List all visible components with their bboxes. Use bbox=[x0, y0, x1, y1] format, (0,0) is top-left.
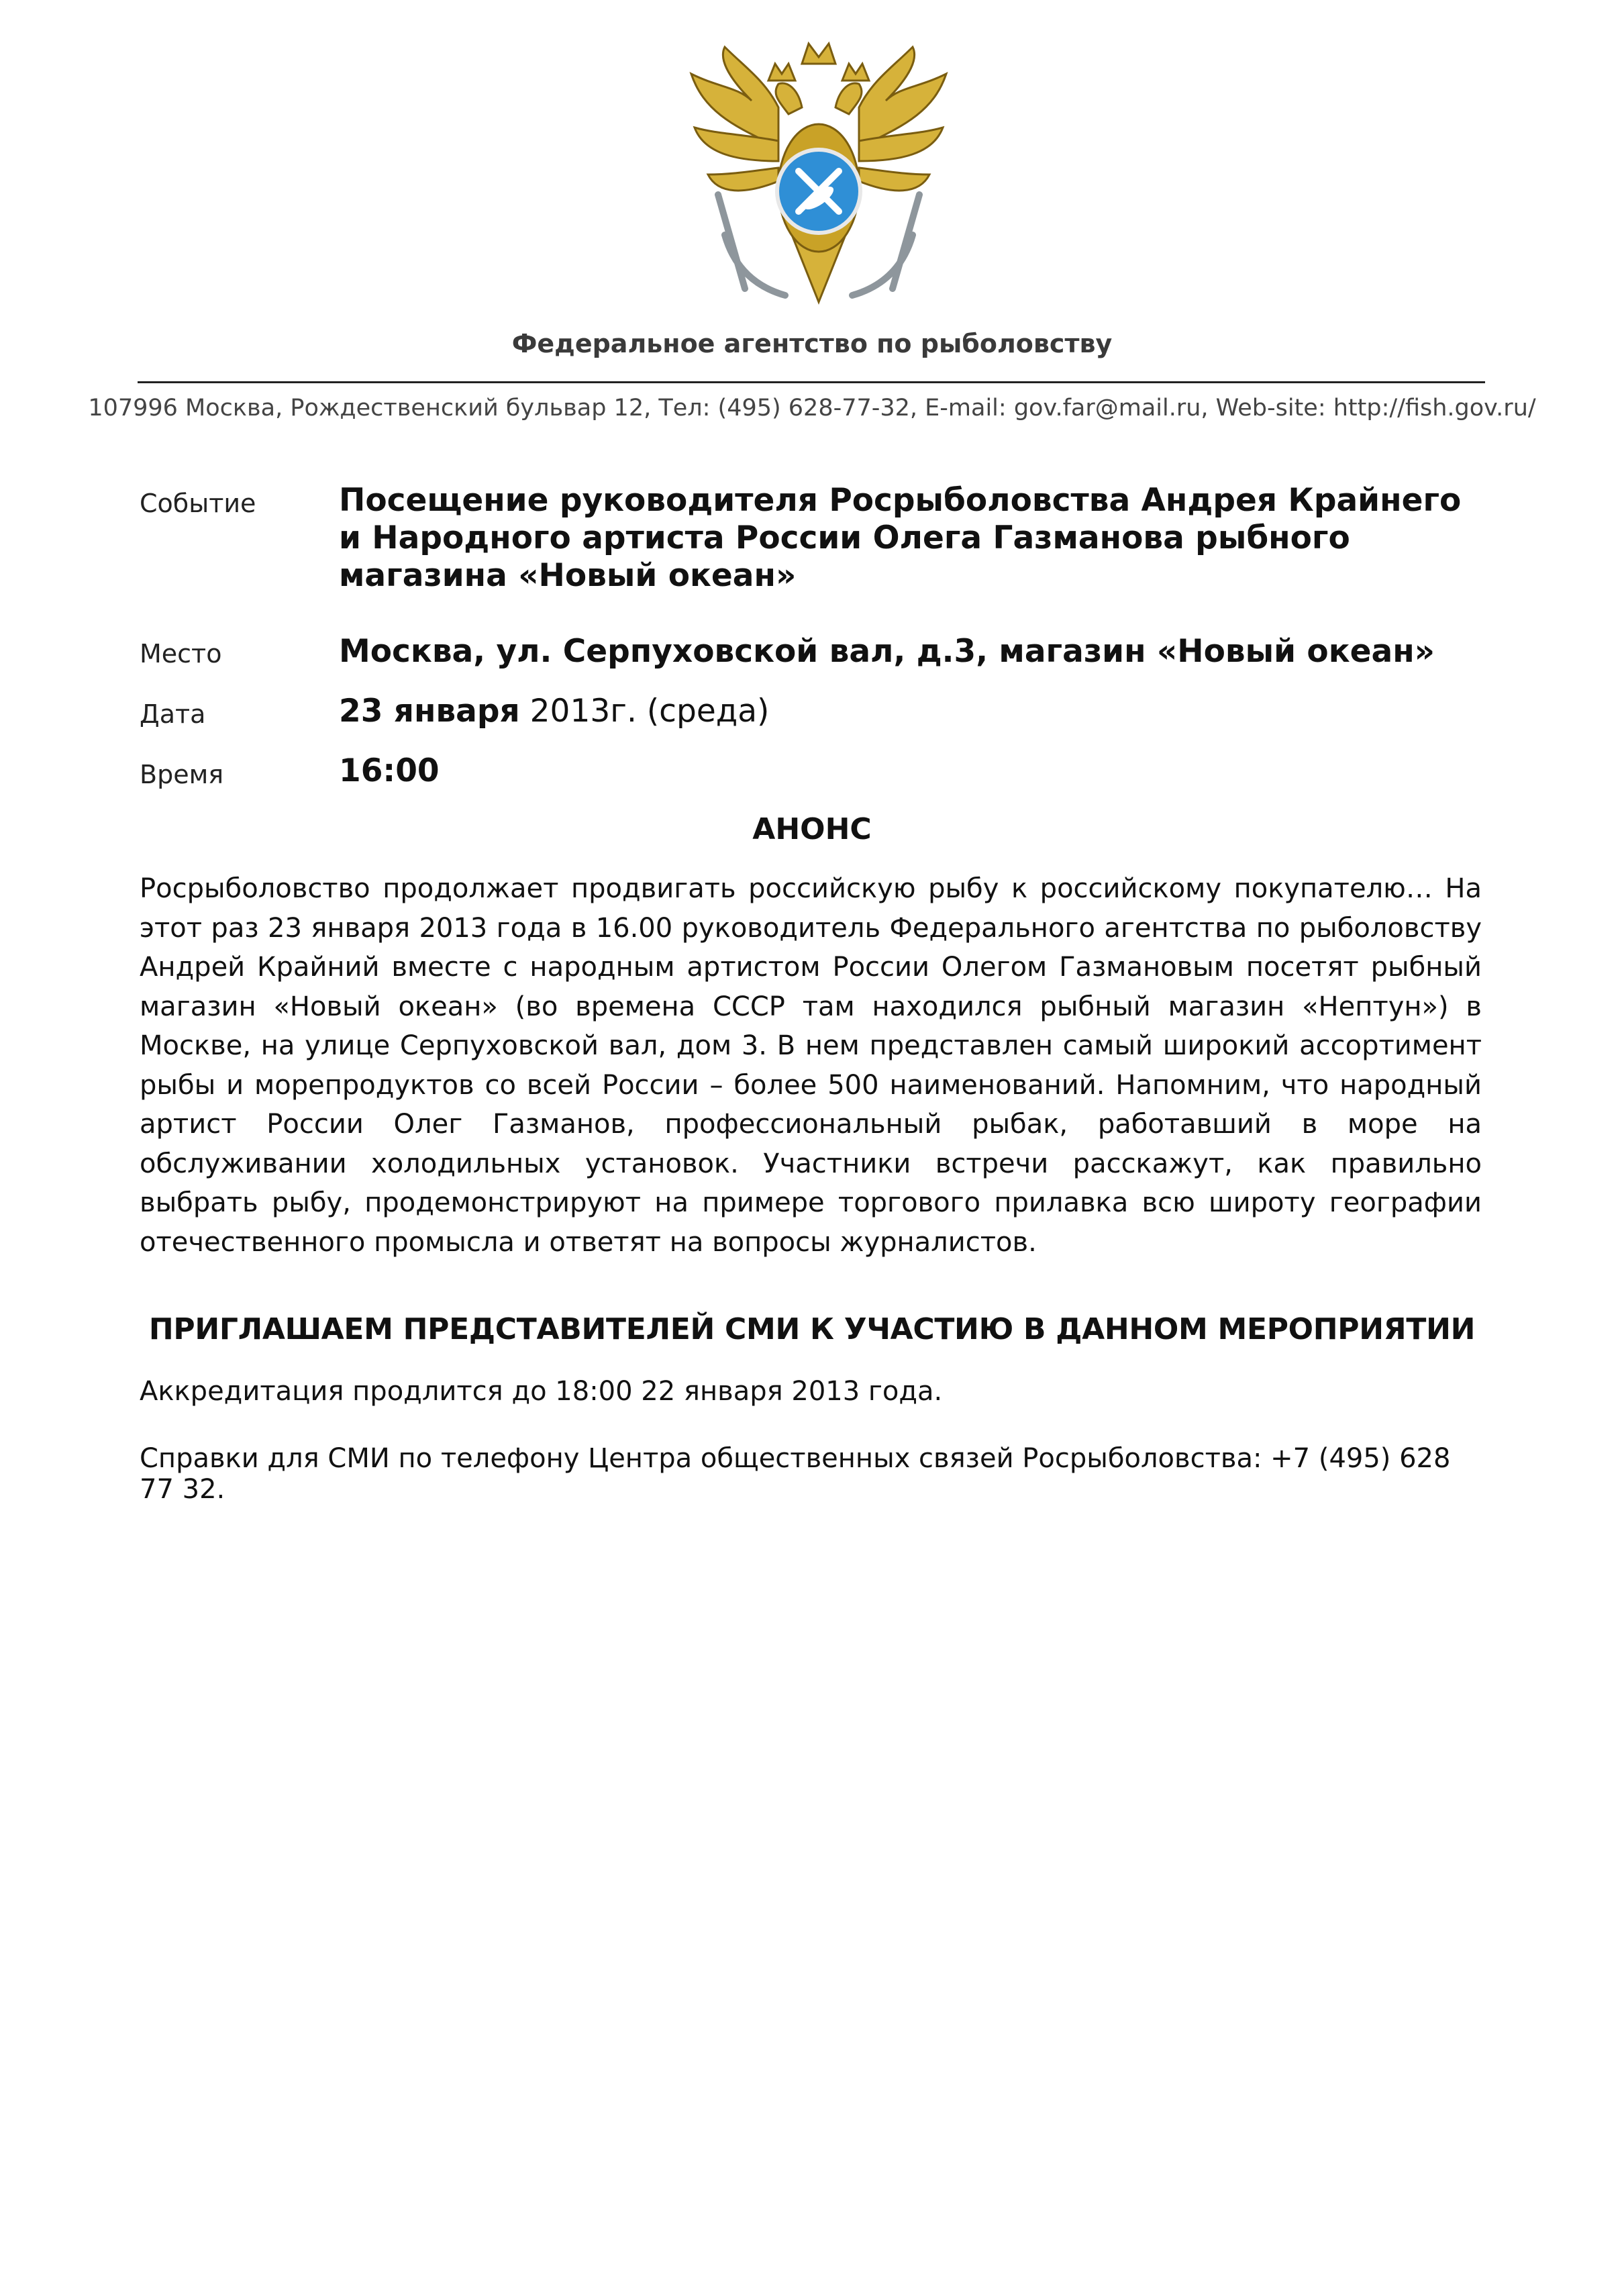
agency-contacts: 107996 Москва, Рождественский бульвар 12, Тел: (495) 628-77-32, E-mail: gov.far@mail.ru, Web-site: http://fish.gov.ru/ bbox=[88, 395, 1536, 422]
anons-heading: АНОНС bbox=[752, 812, 872, 846]
date-label: Дата bbox=[140, 699, 206, 729]
place-value: Москва, ул. Серпуховской вал, д.3, магазин «Новый океан» bbox=[339, 633, 1435, 670]
header-divider bbox=[138, 381, 1485, 383]
event-value: Посещение руководителя Росрыболовства Андрея Крайнего и Народного артиста России Олега Газманова рыбного магазина «Новый океан» bbox=[339, 482, 1462, 594]
date-bold: 23 января bbox=[339, 693, 520, 730]
time-label: Время bbox=[140, 760, 224, 789]
time-value: 16:00 bbox=[339, 752, 440, 789]
double-headed-eagle-emblem-icon bbox=[678, 34, 960, 322]
place-label: Место bbox=[140, 639, 222, 669]
media-contacts-text: Справки для СМИ по телефону Центра общественных связей Росрыболовства: +7 (495) 628 77 32. bbox=[140, 1443, 1451, 1505]
event-label: Событие bbox=[140, 489, 256, 518]
accreditation-text: Аккредитация продлится до 18:00 22 января 2013 года. bbox=[140, 1376, 943, 1407]
date-value bbox=[339, 693, 1480, 730]
invite-heading: ПРИГЛАШАЕМ ПРЕДСТАВИТЕЛЕЙ СМИ К УЧАСТИЮ В ДАННОМ МЕРОПРИЯТИИ bbox=[148, 1312, 1476, 1346]
date-rest: 2013г. (среда) bbox=[519, 693, 770, 730]
anons-text: Росрыболовство продолжает продвигать российскую рыбу к российскому покупателю… На этот раз 23 января 2013 года в 16.00 руководитель Федерального агентства по рыболовству Андрей Крайний вместе с народным артистом России Олегом Газмановым посетят рыбный магазин «Новый океан» (во времена СССР там находился рыбный магазин «Нептун») в Москве, на улице Серпуховской вал, дом 3. В нем представлен самый широкий ассортимент рыбы и морепродуктов со всей России – более 500 наименований. Напомним, что народный артист России Олег Газманов, профессиональный рыбак, работавший в море на обслуживании холодильных установок. Участники встречи расскажут, как правильно выбрать рыбу, продемонстрируют на примере торгового прилавка всю широту географии отечественного промысла и ответят на вопросы журналистов. bbox=[140, 873, 1482, 1258]
agency-name: Федеральное агентство по рыболовству bbox=[511, 329, 1113, 358]
